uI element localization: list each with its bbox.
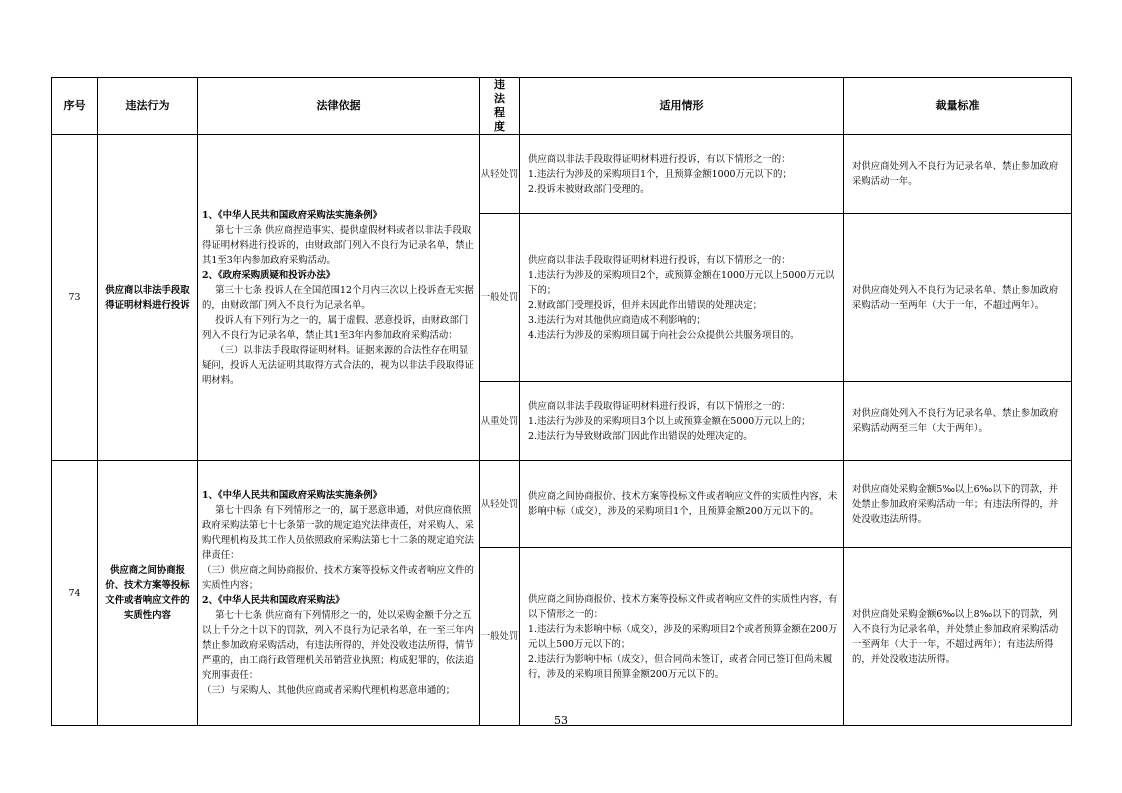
basis-line: （三）供应商之间协商报价、技术方案等投标文件或者响应文件的实质性内容； xyxy=(202,565,474,591)
header-degree: 违法程度 xyxy=(480,78,520,135)
situation-cell xyxy=(520,548,844,726)
situation-line: 供应商之间协商报价、技术方案等投标文件或者响应文件的实质性内容，未影响中标（成交），涉及的采购项目1个，且预算金额200万元以下的。 xyxy=(528,491,838,517)
degree-cell: 一般处罚 xyxy=(480,214,520,382)
basis-line: 第七十七条 供应商有下列情形之一的，处以采购金额千分之五以上千分之十以下的罚款，列入不良行为记录名单，在一至三年内禁止参加政府采购活动，有违法所得的，并处没收违法所得，情节严重的，由工商行政管理机关吊销营业执照；构成犯罪的，依法追究刑事责任： xyxy=(202,610,474,681)
situation-line: 1.违法行为未影响中标（成交），涉及的采购项目2个或者预算金额在200万元以上500万元以下的； xyxy=(528,623,838,650)
row-number: 74 xyxy=(52,461,98,726)
situation-line: 2.财政部门受理投诉，但并未因此作出错误的处理决定； xyxy=(528,299,762,311)
degree-cell: 一般处罚 xyxy=(480,548,520,726)
basis-line: 第七十三条 供应商捏造事实、提供虚假材料或者以非法手段取得证明材料进行投诉的，由财政部门列入不良行为记录名单，禁止其1至3年内参加政府采购活动。 xyxy=(202,224,474,266)
violation-cell: 供应商之间协商报价、技术方案等投标文件或者响应文件的实质性内容 xyxy=(98,461,198,726)
degree-cell: 从重处罚 xyxy=(480,382,520,461)
legal-basis-cell xyxy=(198,461,480,726)
basis-line: 2、《中华人民共和国政府采购法》 xyxy=(202,595,345,606)
header-legal-basis: 法律依据 xyxy=(198,78,480,135)
header-violation: 违法行为 xyxy=(98,78,198,135)
table-row xyxy=(52,135,1072,214)
situation-line: 供应商以非法手段取得证明材料进行投诉，有以下情形之一的： xyxy=(528,254,791,266)
situation-line: 1.违法行为涉及的采购项目3个以上或预算金额在5000万元以上的； xyxy=(528,415,811,427)
standard-cell: 对供应商处列入不良行为记录名单、禁止参加政府采购活动两至三年（大于两年）。 xyxy=(844,382,1072,461)
standard-cell: 对供应商处采购金额6‰以上8‰以下的罚款，列入不良行为记录名单，并处禁止参加政府采购活动一至两年（大于一年，不超过两年）；有违法所得的，并处没收违法所得。 xyxy=(844,548,1072,726)
row-number: 73 xyxy=(52,135,98,461)
situation-line: 2.投诉未被财政部门受理的。 xyxy=(528,183,650,195)
table-row xyxy=(52,461,1072,548)
situation-cell xyxy=(520,135,844,214)
basis-line: 1、《中华人民共和国政府采购法实施条例》 xyxy=(202,209,382,221)
standard-cell: 对供应商处采购金额5‰以上6‰以下的罚款，并处禁止参加政府采购活动一年；有违法所得的，并处没收违法所得。 xyxy=(844,461,1072,548)
situation-line: 4.违法行为涉及的采购项目属于向社会公众提供公共服务项目的。 xyxy=(528,329,800,341)
table-header-row xyxy=(52,78,1072,135)
violation-cell: 供应商以非法手段取得证明材料进行投诉 xyxy=(98,135,198,461)
situation-cell xyxy=(520,214,844,382)
situation-cell xyxy=(520,382,844,461)
penalty-table xyxy=(51,77,1072,726)
situation-line: 1.违法行为涉及的采购项目1个，且预算金额1000万元以下的； xyxy=(528,168,792,180)
basis-line: 第三十七条 投诉人在全国范围12个月内三次以上投诉查无实据的，由财政部门列入不良行为记录名单。 xyxy=(202,284,474,311)
header-situation: 适用情形 xyxy=(520,78,844,135)
degree-cell: 从轻处罚 xyxy=(480,461,520,548)
legal-basis-cell xyxy=(198,135,480,461)
situation-line: 1.违法行为涉及的采购项目2个，或预算金额在1000万元以上5000万元以下的； xyxy=(528,269,835,296)
standard-cell: 对供应商处列入不良行为记录名单、禁止参加政府采购活动一年。 xyxy=(844,135,1072,214)
situation-line: 3.违法行为对其他供应商造成不利影响的； xyxy=(528,314,706,326)
standard-cell: 对供应商处列入不良行为记录名单、禁止参加政府采购活动一至两年（大于一年，不超过两年）。 xyxy=(844,214,1072,382)
situation-cell xyxy=(520,461,844,548)
basis-line: （三）与采购人、其他供应商或者采购代理机构恶意串通的； xyxy=(202,685,456,696)
situation-line: 2.违法行为导致财政部门因此作出错误的处理决定的。 xyxy=(528,430,753,442)
basis-line: 1、《中华人民共和国政府采购法实施条例》 xyxy=(202,490,382,501)
header-no: 序号 xyxy=(52,78,98,135)
situation-line: 供应商以非法手段取得证明材料进行投诉，有以下情形之一的： xyxy=(528,400,791,412)
degree-cell: 从轻处罚 xyxy=(480,135,520,214)
situation-line: 供应商以非法手段取得证明材料进行投诉，有以下情形之一的： xyxy=(528,153,791,165)
basis-line: （三）以非法手段取得证明材料。证据来源的合法性存在明显疑问，投诉人无法证明其取得方式合法的，视为以非法手段取得证明材料。 xyxy=(202,344,474,386)
situation-line: 供应商之间协商报价、技术方案等投标文件或者响应文件的实质性内容，有以下情形之一的： xyxy=(528,593,838,620)
basis-line: 第七十四条 有下列情形之一的，属于恶意串通，对供应商依照政府采购法第七十七条第一款的规定追究法律责任，对采购人、采购代理机构及其工作人员依照政府采购法第七十二条的规定追究法律责任： xyxy=(202,505,474,561)
basis-line: 投诉人有下列行为之一的，属于虚假、恶意投诉，由财政部门列入不良行为记录名单，禁止其1至3年内参加政府采购活动： xyxy=(202,314,469,341)
basis-line: 2、《政府采购质疑和投诉办法》 xyxy=(202,269,336,281)
page-number: 53 xyxy=(554,714,568,727)
header-standard: 裁量标准 xyxy=(844,78,1072,135)
situation-line: 2.违法行为影响中标（成交），但合同尚未签订，或者合同已签订但尚未履行，涉及的采购项目预算金额200万元以下的。 xyxy=(528,653,833,680)
